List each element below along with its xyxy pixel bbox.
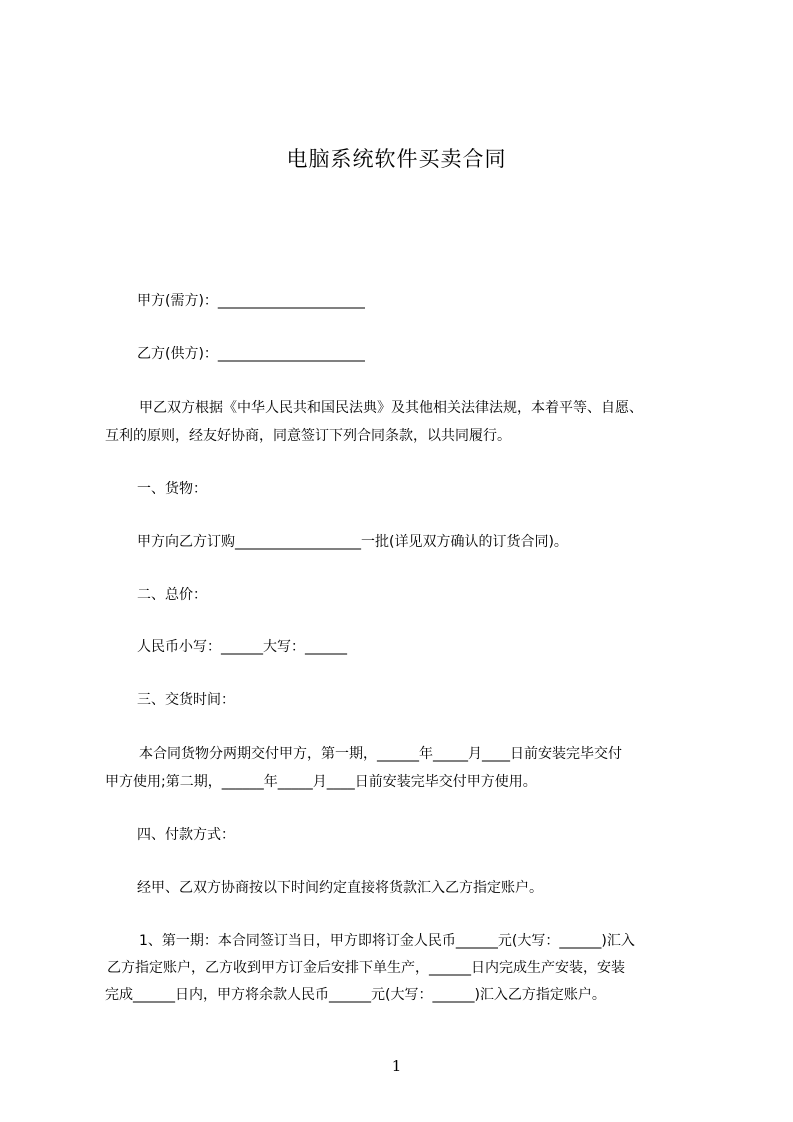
- section-4-heading: 四、付款方式：: [137, 827, 235, 843]
- section-3-text-line-1: 本合同货物分两期交付甲方，第一期，______年_____月____日前安装完毕交付: [139, 746, 622, 762]
- section-3-heading: 三、交货时间：: [137, 692, 235, 708]
- party-b-line: 乙方(供方)：_____________________: [137, 346, 365, 362]
- page-number: 1: [391, 1057, 402, 1075]
- intro-paragraph-line-2: 互利的原则，经友好协商，同意签订下列合同条款，以共同履行。: [105, 428, 511, 444]
- section-3-text-line-2: 甲方使用;第二期，______年_____月____日前安装完毕交付甲方使用。: [105, 774, 537, 790]
- section-1-heading: 一、货物：: [137, 481, 207, 497]
- section-2-heading: 二、总价：: [137, 587, 207, 603]
- section-4-item-1-line-2: 乙方指定账户，乙方收到甲方订金后安排下单生产，______日内完成生产安装，安装: [107, 960, 625, 976]
- section-4-text: 经甲、乙双方协商按以下时间约定直接将货款汇入乙方指定账户。: [137, 880, 543, 896]
- intro-paragraph-line-1: 甲乙双方根据《中华人民共和国民法典》及其他相关法律法规，本着平等、自愿、: [139, 400, 643, 416]
- contract-title: 电脑系统软件买卖合同: [286, 147, 507, 171]
- section-2-text: 人民币小写：______大写：______: [137, 639, 347, 655]
- section-1-text: 甲方向乙方订购__________________一批(详见双方确认的订货合同)。: [137, 534, 568, 550]
- section-4-item-1-line-1: 1、第一期：本合同签订当日，甲方即将订金人民币______元(大写：______)汇入: [139, 933, 635, 949]
- party-a-line: 甲方(需方)：_____________________: [137, 293, 365, 309]
- section-4-item-1-line-3: 完成______日内，甲方将余款人民币______元(大写：______)汇入乙方指定账户。: [105, 987, 606, 1003]
